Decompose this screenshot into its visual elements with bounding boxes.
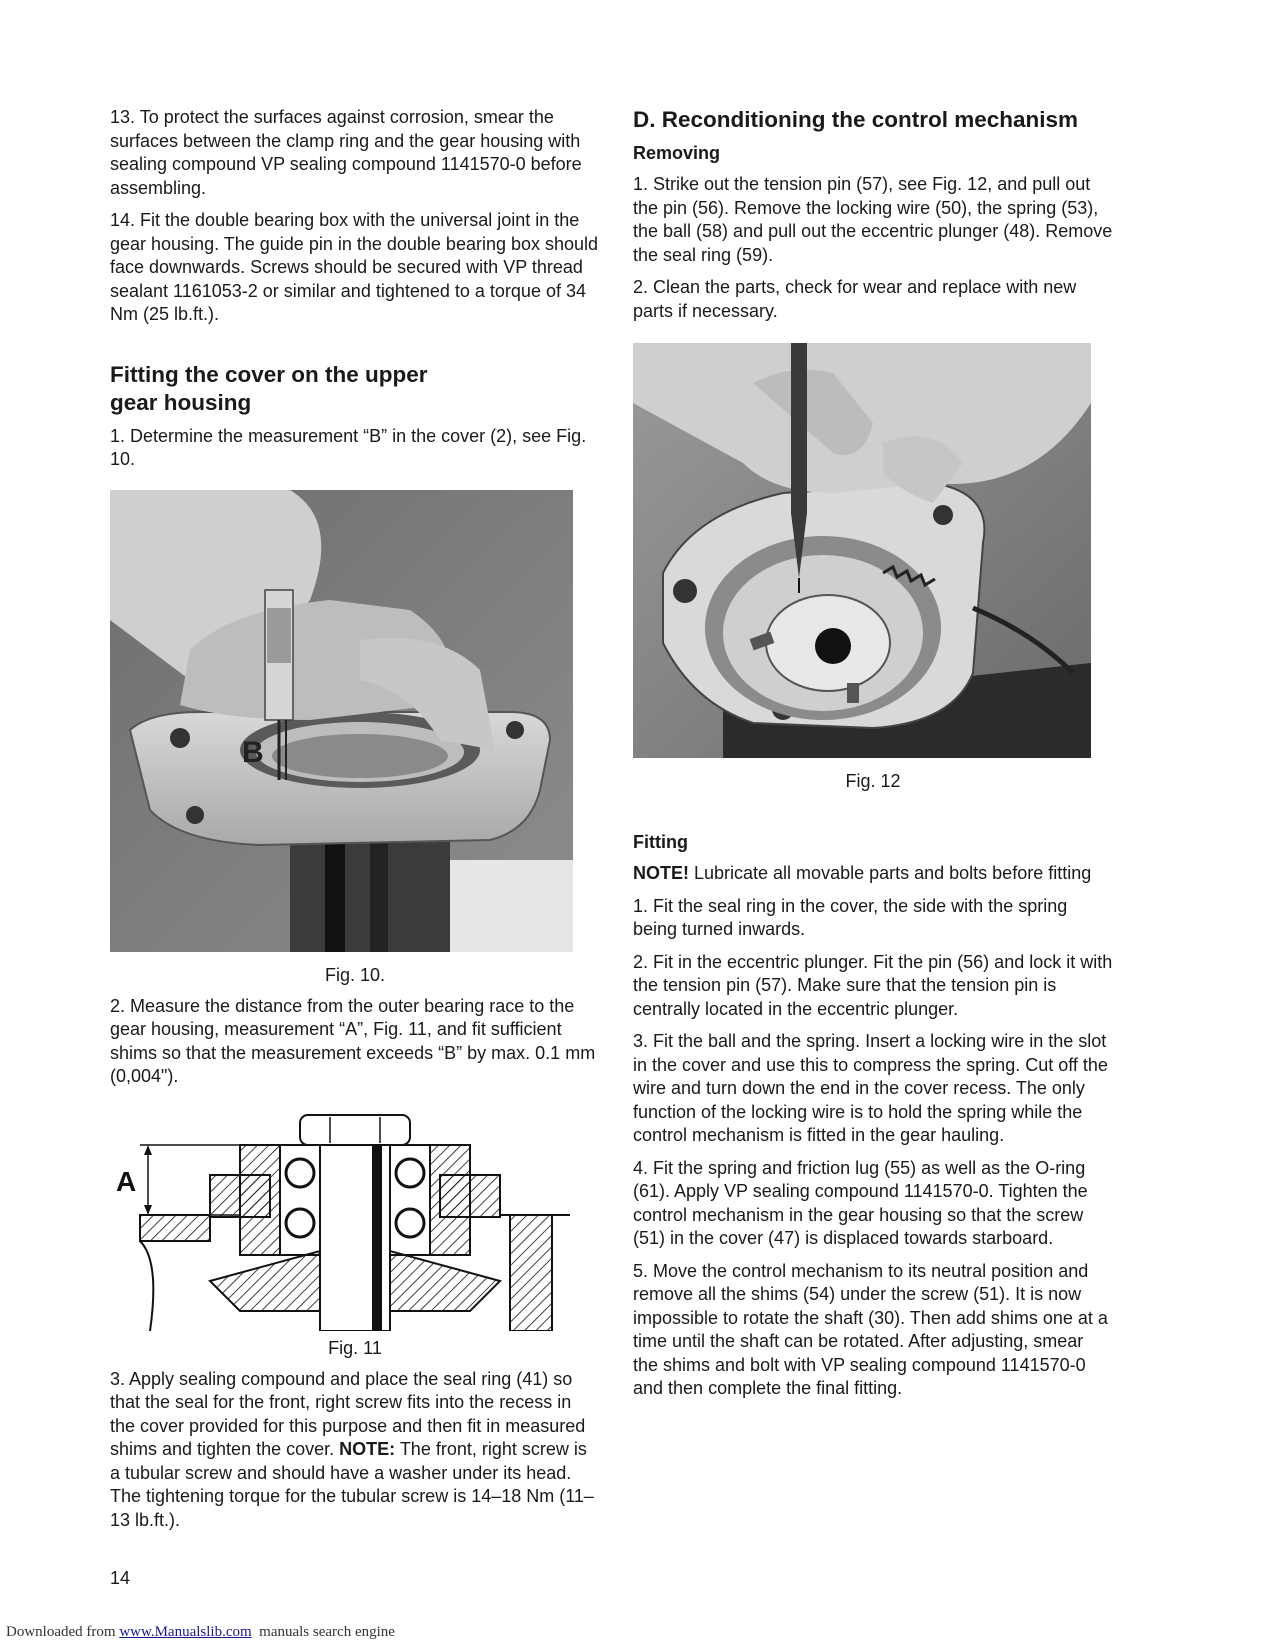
- control-fitting-step-1: 1. Fit the seal ring in the cover, the side with the spring being turned inwards.: [633, 895, 1068, 939]
- step-13: 13. To protect the surfaces against corrosion, smear the surfaces between the clamp ring and the gear housing with sealing compound VP sealing compound 1141570-0 before assembling.: [110, 107, 582, 198]
- section-heading-control-mechanism: D. Reconditioning the control mechanism: [633, 107, 1079, 132]
- note-label: NOTE!: [633, 863, 689, 883]
- fig-11-caption: Fig. 11: [328, 1337, 382, 1358]
- footer-link[interactable]: www.Manualslib.com: [119, 1624, 252, 1640]
- step-3-note-label: NOTE:: [339, 1439, 396, 1459]
- fig-10-caption: Fig. 10.: [324, 964, 386, 985]
- fig-12-photo: [633, 343, 1091, 758]
- fitting-step-1: 1. Determine the measurement “B” in the cover (2), see Fig. 10.: [110, 425, 587, 469]
- note-text: Lubricate all movable parts and bolts before fitting: [689, 863, 1092, 883]
- fig-11-diagram: [110, 1111, 580, 1331]
- control-fitting-step-2: 2. Fit in the eccentric plunger. Fit the pin (56) and lock it with the tension pin (57). Make sure that the tension pin is centrally located in the eccentric plunger.: [633, 951, 1113, 1019]
- fig-12-caption: Fig. 12: [845, 771, 901, 791]
- left-column: [110, 106, 600, 1541]
- fitting-step-3: [110, 1368, 595, 1533]
- fig-10-label-b: B: [242, 735, 264, 769]
- subheading-removing: Removing: [633, 143, 721, 163]
- step-3-text-a: 3. Apply sealing compound and place the seal ring (41) so that the seal for the front, right screw fits into the recess in the cover provided for this purpose and then fit in measured shims and tighten the cover.: [110, 1368, 586, 1459]
- control-fitting-step-5: 5. Move the control mechanism to its neutral position and remove all the shims (54) under the screw (51). It is now impossible to rotate the shaft (30). Then add shims one at a time until the shaft can be rotated. After adjusting, smear the shims and bolt with VP sealing compound 1141570-0 and then complete the final fitting.: [633, 1260, 1108, 1398]
- removing-step-2: 2. Clean the parts, check for wear and replace with new parts if necessary.: [633, 277, 1077, 321]
- footer-prefix: Downloaded from: [6, 1624, 120, 1640]
- fitting-step-2: 2. Measure the distance from the outer bearing race to the gear housing, measurement “A”, Fig. 11, and fit sufficient shims so that the measurement exceeds “B” by max. 0.1 mm (0,004").: [110, 995, 596, 1086]
- page-number: 14: [110, 1568, 131, 1588]
- right-column: [633, 106, 1113, 1410]
- footer-suffix: manuals search engine: [251, 1624, 395, 1640]
- download-footer: [6, 1624, 395, 1641]
- fig-10-photo: [110, 490, 573, 952]
- step-3-text-b: The front, right screw is a tubular screw and should have a washer under its head. The tightening torque for the tubular screw is 14–18 Nm (11–13 lb.ft.).: [110, 1439, 594, 1530]
- step-14: 14. Fit the double bearing box with the universal joint in the gear housing. The guide pin in the double bearing box should face downwards. Screws should be secured with VP thread sealant 1161053-2 or similar and tightened to a torque of 34 Nm (25 lb.ft.).: [110, 210, 599, 324]
- fitting-note: [633, 862, 1113, 886]
- removing-step-1: 1. Strike out the tension pin (57), see Fig. 12, and pull out the pin (56). Remove the locking wire (50), the spring (53), the ball (58) and pull out the eccentric plunger (48). Remove the seal ring (59).: [633, 174, 1113, 265]
- subheading-fitting: Fitting: [633, 832, 688, 852]
- control-fitting-step-3: 3. Fit the ball and the spring. Insert a locking wire in the slot in the cover and use this to compress the spring. Cut off the wire and turn down the end in the cover recess. The only function of the locking wire is to hold the spring while the control mechanism is fitted in the gear hauling.: [633, 1031, 1108, 1145]
- section-heading-fitting-cover: Fitting the cover on the upper gear housing: [110, 361, 428, 415]
- control-fitting-step-4: 4. Fit the spring and friction lug (55) as well as the O-ring (61). Apply VP sealing compound 1141570-0. Tighten the control mechanism in the gear housing so that the screw (51) in the cover (47) is displaced towards starboard.: [633, 1157, 1088, 1248]
- fig-11-label-a: A: [116, 1165, 137, 1197]
